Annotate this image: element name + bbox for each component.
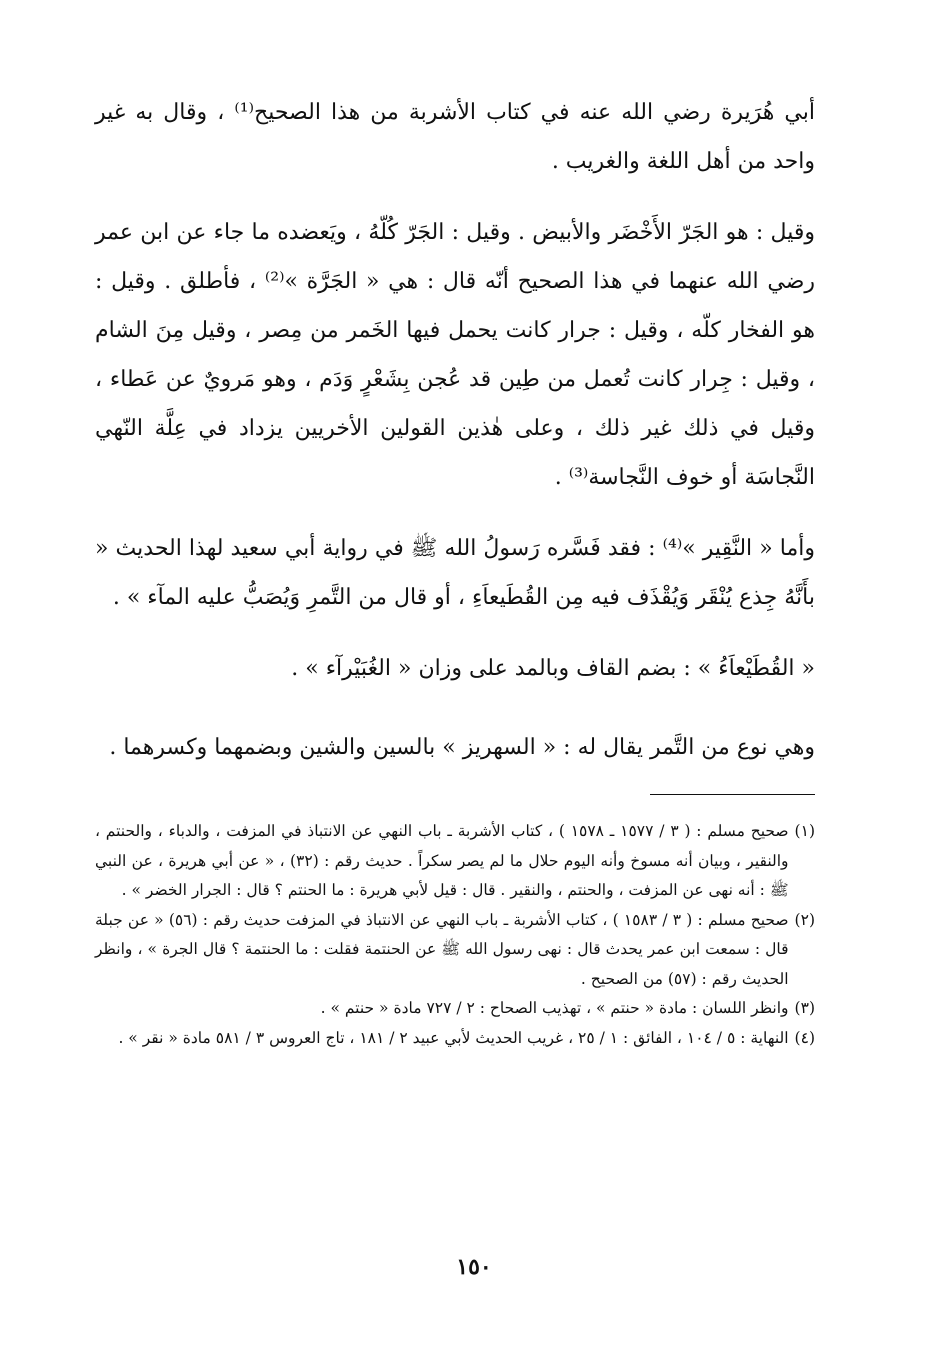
footnote-number: (٣) xyxy=(794,999,815,1017)
body-paragraph-2: وقيل : هو الجَرّ الأَخْضَر والأبيض . وقيل : الجَرّ كُلّهُ ، ويَعضده ما جاء عن ابن عمر رضي الله عنهما في هذا الصحيح أنّه قال : هي « الجَرَّة »⁽²⁾ ، فأطلق . وقيل : هو الفخار كلّه ، وقيل : جرار كانت يحمل فيها الخَمر من مِصر ، وقيل مِنَ الشام ، وقيل : جِرار كانت تُعمل من طِين قد عُجن بِشَعْرٍ وَدَم ، وهو مَرويٌ عن عَطاء ، وقيل في ذلك غير ذلك ، وعلى هٰذين القولين الأخريين يزداد في عِلَّة النّهي النَّجاسَة أو خوف النَّجاسة⁽³⁾ . xyxy=(95,220,815,490)
body-paragraph-5: وهي نوع من التَّمر يقال له : « السهريز » بالسين والشين وبضمهما وكسرهما . xyxy=(109,735,815,760)
footnote-2 xyxy=(95,906,815,995)
page-number: ١٥٠ xyxy=(456,1254,492,1280)
footnote-text: صحيح مسلم : ( ٣ / ١٥٧٧ ـ ١٥٧٨ ) ، كتاب الأشربة ـ باب النهي عن الانتباذ في المزفت ، والدباء ، والحنتم ، والنقير ، وبيان أنه مسوخ وأنه اليوم حلال ما لم يصر سكراً . حديث رقم : (٣٢) ، « عن أبي هريرة ، عن النبي ﷺ : أنه نهى عن المزفت ، والحنتم ، والنقير . قال : قيل لأبي هريرة : ما الحنتم ؟ قال : الجرار الخضر » . xyxy=(95,822,789,899)
footnote-1 xyxy=(95,817,815,906)
footnote-number: (٤) xyxy=(794,1028,815,1047)
footnote-text: وانظر اللسان : مادة « حنتم » ، تهذيب الصحاح : ٢ / ٧٢٧ مادة « حنتم » . xyxy=(320,999,789,1017)
body-paragraph-3: وأما « النَّقِير »⁽⁴⁾ : فقد فَسَّره رَسولُ الله ﷺ في رواية أبي سعيد لهذا الحديث « بأَنَّهُ جِذع يُنْقَر وَيُقْذَف فيه مِن القُطَيعاَءِ ، أو قال من التَّمرِ وَيُصَبُّ عليه المآء » . xyxy=(95,536,816,610)
footnote-text: صحيح مسلم : ( ٣ / ١٥٨٣ ) ، كتاب الأشربة ـ باب النهي عن الانتباذ في المزفت حديث رقم : (٥٦) « عن جبلة قال : سمعت ابن عمر يحدث قال : نهى رسول الله ﷺ عن الحنتمة فقلت : ما الحنتمة ؟ قال الجرة » ، وانظر الحديث رقم : (٥٧) من الصحيح . xyxy=(95,910,789,988)
page-content xyxy=(95,88,815,1053)
footnote-number: (١) xyxy=(794,822,815,840)
footnote-number: (٢) xyxy=(794,910,815,929)
footnote-4 xyxy=(95,1024,815,1054)
footnotes xyxy=(95,817,815,1053)
footnote-separator xyxy=(650,794,815,795)
footnote-text: النهاية : ٥ / ١٠٤ ، الفائق : ١ / ٢٥ ، غريب الحديث لأبي عبيد ٢ / ١٨١ ، تاج العروس ٣ / ٥٨١ مادة « نقر » . xyxy=(118,1028,789,1047)
body-paragraph-1: أبي هُرَيرة رضي الله عنه في كتاب الأشربة من هذا الصحيح⁽¹⁾ ، وقال به غير واحد من أهل اللغة والغريب . xyxy=(95,100,815,174)
footnote-3 xyxy=(95,994,815,1024)
body-paragraph-4: « القُطَيْعاَءُ » : بضم القاف وبالمد على وزان « الغُبَيْرآء » . xyxy=(291,656,815,681)
